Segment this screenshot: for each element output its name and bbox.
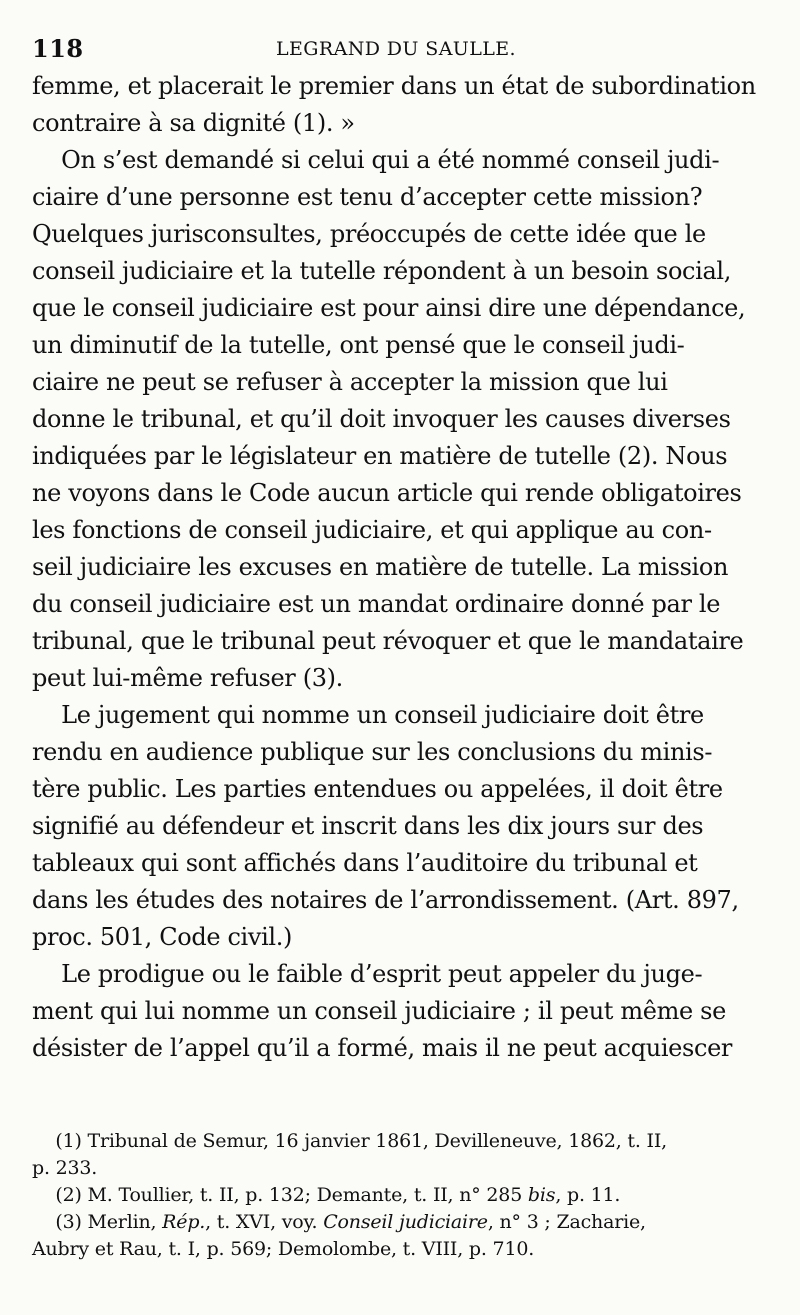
footnote-3 (32, 1209, 768, 1236)
text-line: Quelques jurisconsultes, préoccupés de cette idée que le (32, 220, 706, 248)
text-line: un diminutif de la tutelle, ont pensé que le conseil judi- (32, 331, 685, 359)
text-line: peut lui-même refuser (3). (32, 664, 343, 692)
text-line: seil judiciaire les excuses en matière de tutelle. La mission (32, 553, 729, 581)
footnote-text: , p. 11. (555, 1184, 621, 1206)
text-line: indiquées par le législateur en matière de tutelle (2). Nous (32, 442, 728, 470)
text-line: du conseil judiciaire est un mandat ordinaire donné par le (32, 590, 721, 618)
page-number: 118 (32, 34, 84, 63)
text-line: femme, et placerait le premier dans un état de subordination (32, 72, 756, 100)
text-line: On s’est demandé si celui qui a été nommé conseil judi- (32, 146, 720, 174)
footnote-text: p. 233. (32, 1157, 98, 1179)
text-line: tableaux qui sont affichés dans l’auditoire du tribunal et (32, 849, 698, 877)
footnote-3-continuation (32, 1236, 768, 1263)
footnote-text: (2) M. Toullier, t. II, p. 132; Demante, t. II, n° 285 (32, 1184, 528, 1206)
text-line: ciaire d’une personne est tenu d’accepter cette mission? (32, 183, 703, 211)
footnote-text: (1) Tribunal de Semur, 16 janvier 1861, Devilleneuve, 1862, t. II, (32, 1130, 667, 1152)
text-line: ment qui lui nomme un conseil judiciaire ; il peut même se (32, 997, 727, 1025)
footnote-1-continuation (32, 1155, 768, 1182)
text-line: dans les études des notaires de l’arrondissement. (Art. 897, (32, 886, 739, 914)
text-line: ne voyons dans le Code aucun article qui rende obligatoires (32, 479, 742, 507)
text-line: signifié au défendeur et inscrit dans les dix jours sur des (32, 812, 704, 840)
text-line: Le jugement qui nomme un conseil judiciaire doit être (32, 701, 704, 729)
text-line: les fonctions de conseil judiciaire, et qui applique au con- (32, 516, 712, 544)
footnote-2 (32, 1182, 768, 1209)
footnote-text: , t. XVI, voy. (205, 1211, 324, 1233)
footnote-text: , n° 3 ; Zacharie, (487, 1211, 646, 1233)
footnote-1 (32, 1128, 768, 1155)
footnote-italic: bis (527, 1184, 556, 1206)
text-line: donne le tribunal, et qu’il doit invoquer les causes diverses (32, 405, 731, 433)
text-line: tère public. Les parties entendues ou appelées, il doit être (32, 775, 723, 803)
running-head: LEGRAND DU SAULLE. (276, 38, 516, 60)
text-line: ciaire ne peut se refuser à accepter la mission que lui (32, 368, 668, 396)
text-line: tribunal, que le tribunal peut révoquer et que le mandataire (32, 627, 744, 655)
text-line: que le conseil judiciaire est pour ainsi dire une dépendance, (32, 294, 746, 322)
text-line: rendu en audience publique sur les conclusions du minis- (32, 738, 713, 766)
footnote-italic: Rép. (162, 1211, 206, 1233)
footnote-text: Aubry et Rau, t. I, p. 569; Demolombe, t. VIII, p. 710. (32, 1238, 535, 1260)
text-line: désister de l’appel qu’il a formé, mais il ne peut acquiescer (32, 1034, 733, 1062)
text-line: conseil judiciaire et la tutelle répondent à un besoin social, (32, 257, 732, 285)
footnote-italic: Conseil judiciaire (323, 1211, 488, 1233)
page-header (32, 32, 780, 72)
footnotes (32, 1128, 768, 1263)
body-text (32, 68, 768, 1067)
text-line: contraire à sa dignité (1). » (32, 109, 355, 137)
footnote-text: (3) Merlin, (32, 1211, 163, 1233)
text-line: Le prodigue ou le faible d’esprit peut appeler du juge- (32, 960, 703, 988)
text-line: proc. 501, Code civil.) (32, 923, 293, 951)
